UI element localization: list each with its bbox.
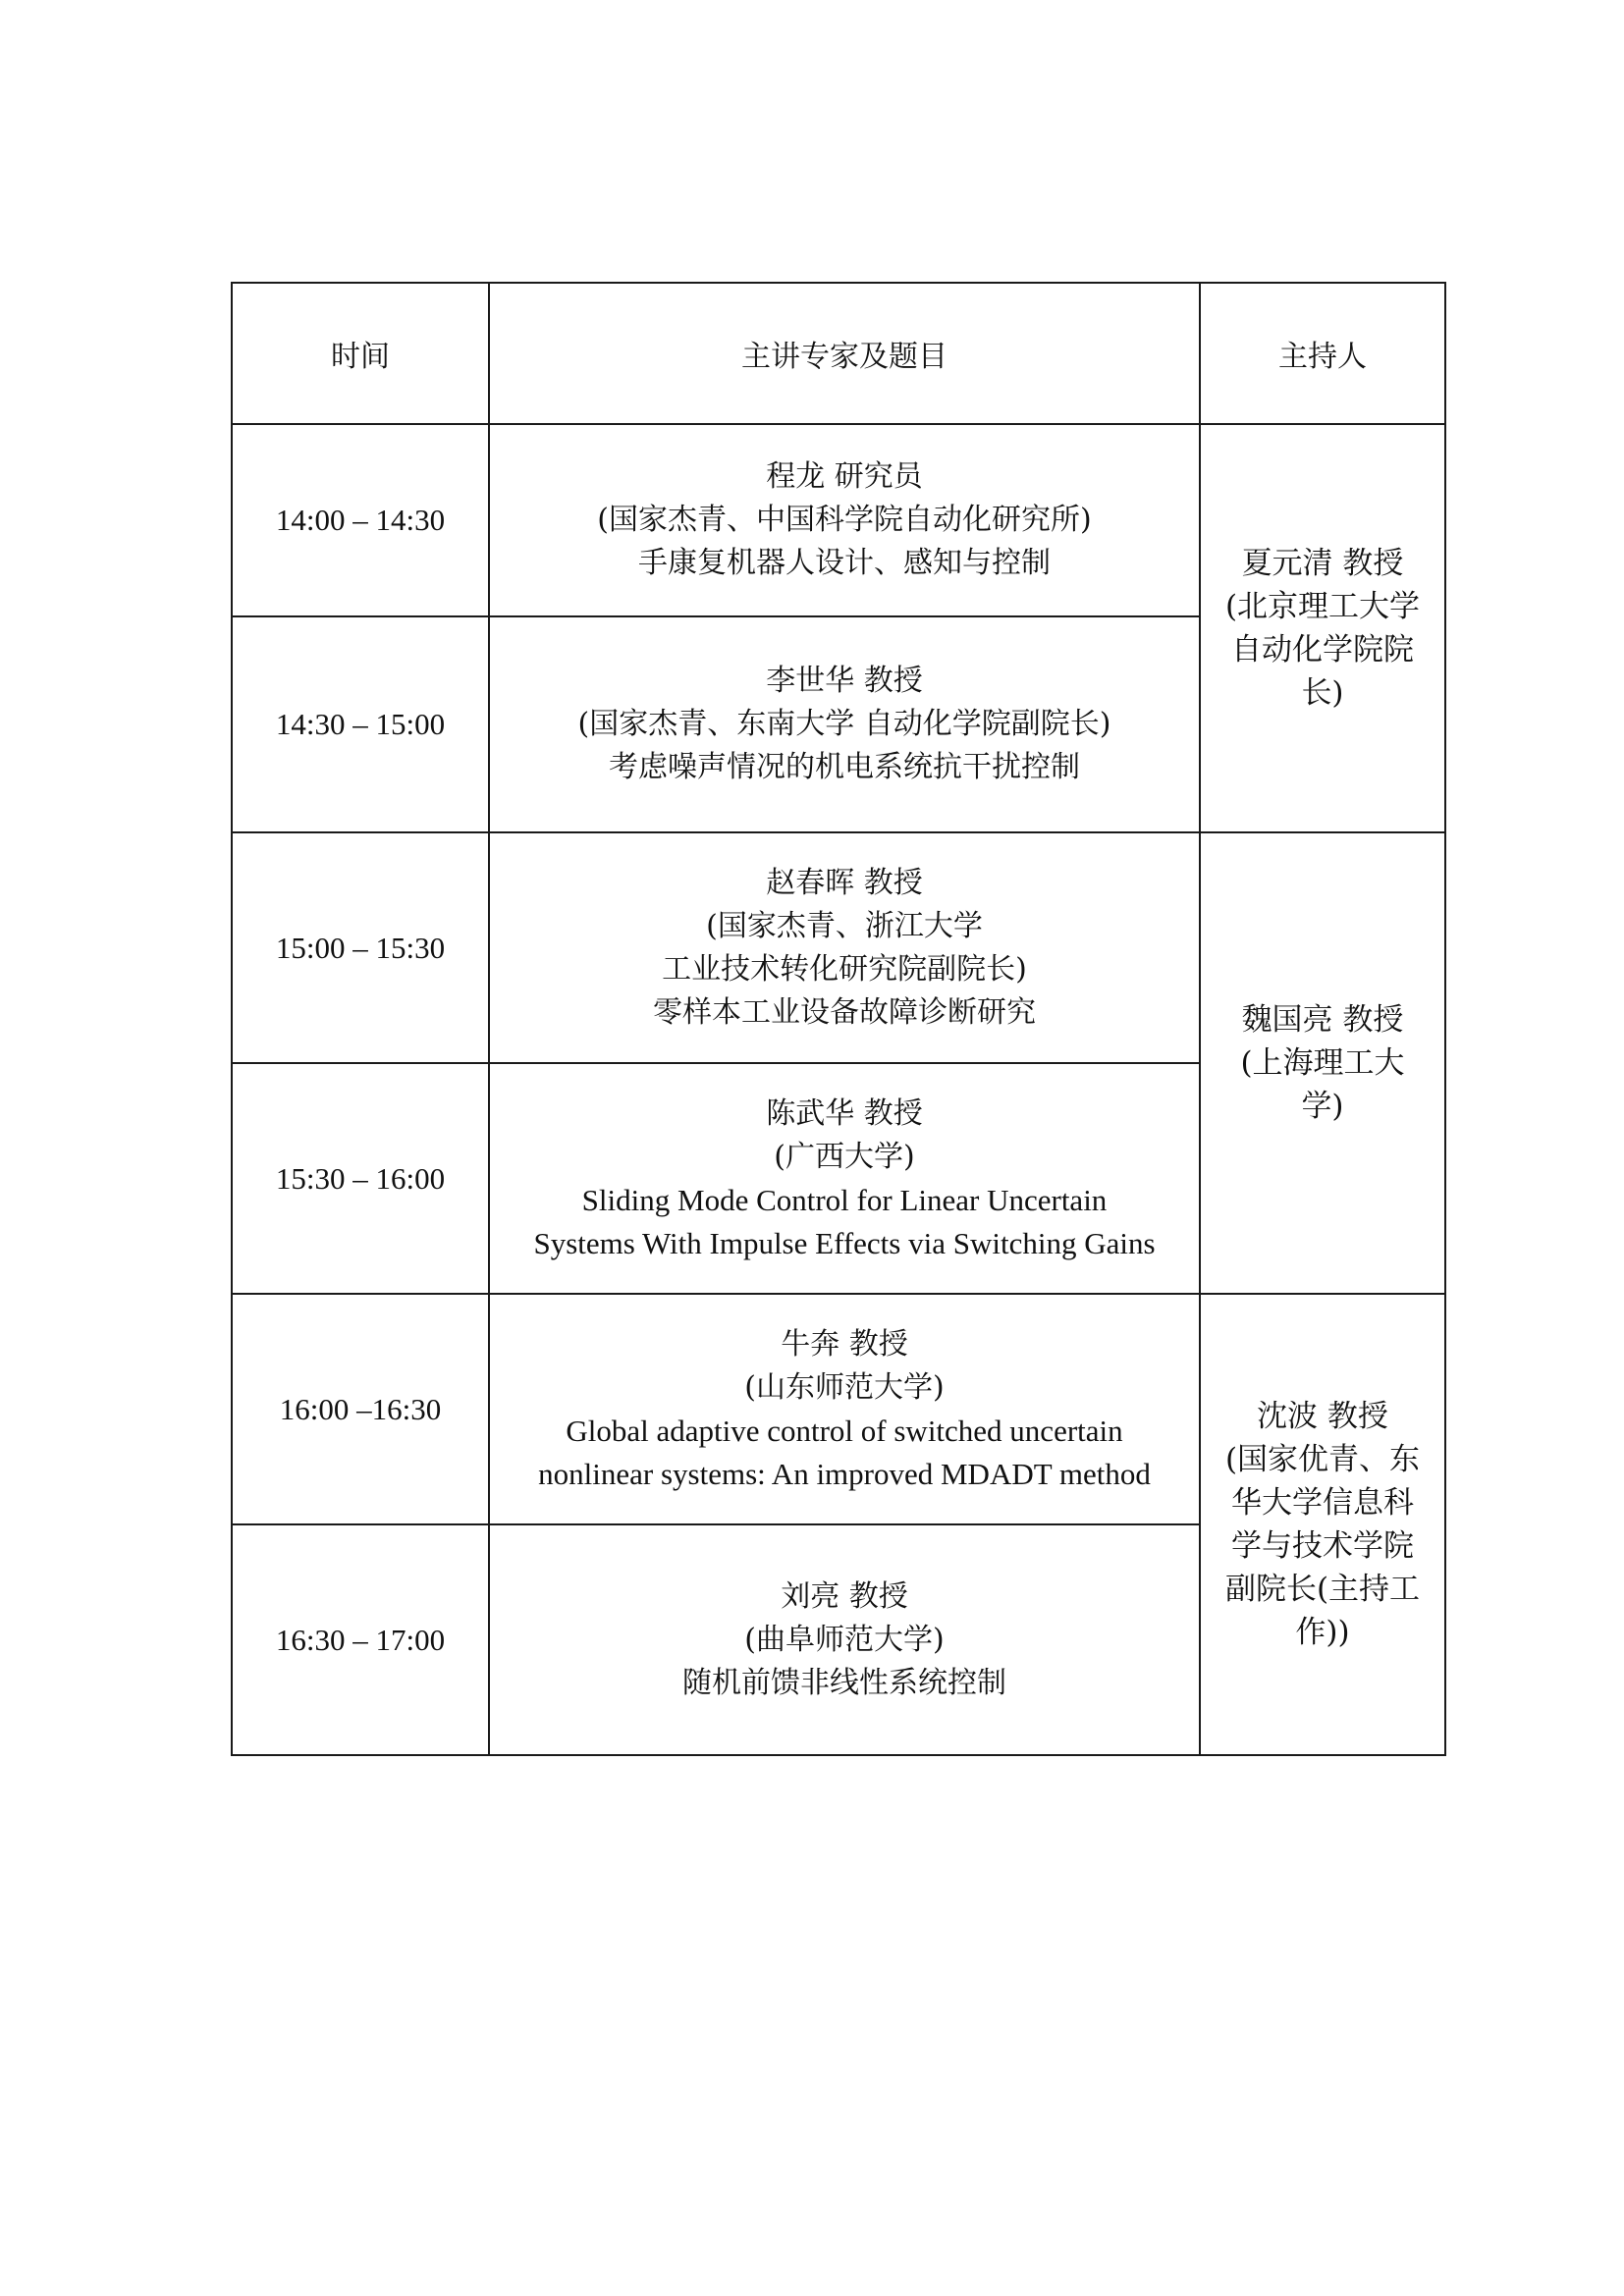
session-talk <box>489 1524 1200 1755</box>
host-line: 学) <box>1301 1089 1344 1124</box>
host-line: 沈波 教授 <box>1257 1399 1388 1434</box>
session-time: 16:30 – 17:00 <box>232 1524 489 1755</box>
session-talk <box>489 1294 1200 1524</box>
session-time: 15:00 – 15:30 <box>232 832 489 1063</box>
talk-title: 随机前馈非线性系统控制 <box>682 1665 1006 1700</box>
session-time: 14:00 – 14:30 <box>232 424 489 616</box>
session-time: 15:30 – 16:00 <box>232 1063 489 1294</box>
speaker-affiliation: (国家杰青、浙江大学 <box>706 908 983 943</box>
host-line: 长) <box>1301 675 1344 711</box>
session-talk <box>489 616 1200 832</box>
header-row <box>232 283 1445 424</box>
host-line: (国家优青、东 <box>1224 1442 1421 1477</box>
talk-title: nonlinear systems: An improved MDADT method <box>538 1456 1151 1491</box>
speaker-name: 刘亮 教授 <box>781 1578 908 1614</box>
host-line: (北京理工大学 <box>1224 589 1421 624</box>
table-row <box>232 1294 1445 1524</box>
speaker-affiliation: (曲阜师范大学) <box>744 1622 945 1657</box>
host-line: 华大学信息科 <box>1231 1485 1414 1521</box>
speaker-name: 程龙 研究员 <box>766 459 923 494</box>
session-talk <box>489 832 1200 1063</box>
session-host <box>1200 424 1445 832</box>
table-row <box>232 832 1445 1063</box>
talk-title: 零样本工业设备故障诊断研究 <box>653 994 1036 1030</box>
talk-title: Sliding Mode Control for Linear Uncertain <box>581 1182 1108 1217</box>
session-host <box>1200 832 1445 1294</box>
host-line: 自动化学院院 <box>1231 632 1414 667</box>
speaker-name: 陈武华 教授 <box>766 1095 923 1131</box>
schedule-table <box>231 282 1446 1756</box>
host-line: 作)) <box>1295 1615 1350 1650</box>
table-row <box>232 424 1445 616</box>
speaker-name: 李世华 教授 <box>766 664 923 698</box>
header-talk: 主讲专家及题目 <box>489 283 1200 424</box>
host-line: 夏元清 教授 <box>1241 546 1404 581</box>
session-talk <box>489 1063 1200 1294</box>
host-line: 副院长(主持工 <box>1224 1572 1421 1607</box>
host-line: (上海理工大 <box>1240 1045 1405 1081</box>
session-time: 16:00 –16:30 <box>232 1294 489 1524</box>
speaker-affiliation: (山东师范大学) <box>744 1369 945 1405</box>
header-host: 主持人 <box>1200 283 1445 424</box>
speaker-affiliation: (广西大学) <box>774 1139 915 1174</box>
speaker-name: 牛奔 教授 <box>781 1326 908 1362</box>
talk-title: 手康复机器人设计、感知与控制 <box>638 546 1051 580</box>
header-time: 时间 <box>232 283 489 424</box>
host-line: 魏国亮 教授 <box>1241 1002 1404 1038</box>
speaker-name: 赵春晖 教授 <box>766 865 923 900</box>
session-talk <box>489 424 1200 616</box>
speaker-affiliation: (国家杰青、中国科学院自动化研究所) <box>597 503 1092 537</box>
talk-title: Global adaptive control of switched uncertain <box>566 1413 1123 1448</box>
session-time: 14:30 – 15:00 <box>232 616 489 832</box>
speaker-affiliation: 工业技术转化研究院副院长) <box>662 951 1027 987</box>
talk-title: Systems With Impulse Effects via Switching Gains <box>533 1225 1156 1260</box>
speaker-affiliation: (国家杰青、东南大学 自动化学院副院长) <box>577 707 1111 741</box>
session-host <box>1200 1294 1445 1755</box>
host-line: 学与技术学院 <box>1231 1528 1414 1564</box>
talk-title: 考虑噪声情况的机电系统抗干扰控制 <box>609 750 1080 784</box>
